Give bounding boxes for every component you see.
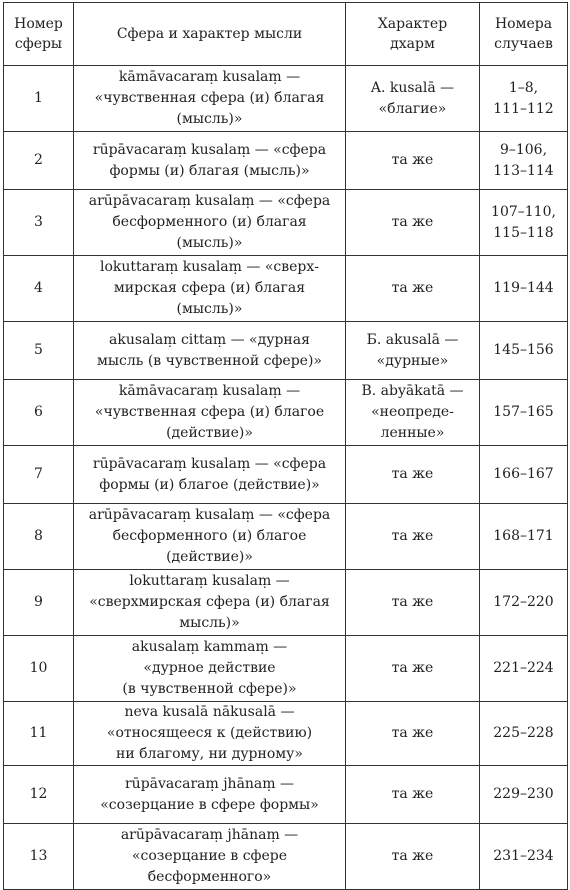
row-dharma-character: та же [346, 190, 480, 256]
row-case-numbers: 1–8, 111–112 [480, 66, 568, 132]
header-case-numbers: Номера случаев [480, 3, 568, 66]
row-sphere-description: arūpāvacaraṃ kusalaṃ — «сфера бесформенного (и) благое (действие)» [74, 504, 346, 570]
table-row [4, 504, 568, 570]
header-sphere-number: Номер сферы [4, 3, 74, 66]
row-case-numbers: 107–110, 115–118 [480, 190, 568, 256]
row-dharma-character: та же [346, 702, 480, 766]
row-sphere-description: arūpāvacaraṃ jhānaṃ — «созерцание в сфере бесформенного» [74, 824, 346, 890]
table-row [4, 256, 568, 322]
table-row [4, 190, 568, 256]
table-row [4, 702, 568, 766]
table-row [4, 66, 568, 132]
row-case-numbers: 172–220 [480, 570, 568, 636]
table-row [4, 132, 568, 190]
row-dharma-character: та же [346, 504, 480, 570]
row-dharma-character: та же [346, 256, 480, 322]
row-case-numbers: 231–234 [480, 824, 568, 890]
row-sphere-number: 9 [4, 570, 74, 636]
row-case-numbers: 221–224 [480, 636, 568, 702]
row-sphere-number: 5 [4, 322, 74, 380]
row-sphere-number: 1 [4, 66, 74, 132]
row-sphere-description: arūpāvacaraṃ kusalaṃ — «сфера бесформенного (и) благая (мысль)» [74, 190, 346, 256]
header-sphere: Сфера и характер мысли [74, 3, 346, 66]
row-sphere-description: akusalaṃ kammaṃ — «дурное действие (в чувственной сфере)» [74, 636, 346, 702]
row-dharma-character: та же [346, 824, 480, 890]
row-case-numbers: 145–156 [480, 322, 568, 380]
row-sphere-description: rūpāvacaraṃ jhānaṃ — «созерцание в сфере формы» [74, 766, 346, 824]
table-row [4, 380, 568, 446]
row-case-numbers: 166–167 [480, 446, 568, 504]
table-row [4, 636, 568, 702]
row-sphere-number: 2 [4, 132, 74, 190]
row-sphere-description: neva kusalā nākusalā — «относящееся к (действию) ни благому, ни дурному» [74, 702, 346, 766]
header-dharma: Характер дхарм [346, 3, 480, 66]
row-sphere-number: 6 [4, 380, 74, 446]
row-sphere-description: rūpāvacaraṃ kusalaṃ — «сфера формы (и) благая (мысль)» [74, 132, 346, 190]
row-dharma-character: та же [346, 636, 480, 702]
row-case-numbers: 157–165 [480, 380, 568, 446]
row-sphere-description: lokuttaraṃ kusalaṃ — «сверх- мирская сфера (и) благая (мысль)» [74, 256, 346, 322]
row-sphere-description: rūpāvacaraṃ kusalaṃ — «сфера формы (и) благое (действие)» [74, 446, 346, 504]
row-dharma-character: A. kusalā — «благие» [346, 66, 480, 132]
row-sphere-number: 12 [4, 766, 74, 824]
row-sphere-number: 10 [4, 636, 74, 702]
row-dharma-character: Б. akusalā — «дурные» [346, 322, 480, 380]
header-row [4, 3, 568, 66]
row-sphere-number: 3 [4, 190, 74, 256]
row-sphere-description: lokuttaraṃ kusalaṃ — «сверхмирская сфера (и) благая мысль)» [74, 570, 346, 636]
table-row [4, 446, 568, 504]
row-case-numbers: 225–228 [480, 702, 568, 766]
spheres-table [3, 2, 568, 890]
row-sphere-description: kāmāvacaraṃ kusalaṃ — «чувственная сфера (и) благое (действие)» [74, 380, 346, 446]
row-dharma-character: В. abyākatā — «неопреде- ленные» [346, 380, 480, 446]
row-sphere-number: 8 [4, 504, 74, 570]
table-row [4, 766, 568, 824]
row-dharma-character: та же [346, 446, 480, 504]
row-case-numbers: 9–106, 113–114 [480, 132, 568, 190]
row-dharma-character: та же [346, 570, 480, 636]
row-sphere-number: 7 [4, 446, 74, 504]
table-row [4, 322, 568, 380]
row-dharma-character: та же [346, 766, 480, 824]
table-row [4, 570, 568, 636]
row-sphere-description: akusalaṃ cittaṃ — «дурная мысль (в чувственной сфере)» [74, 322, 346, 380]
row-case-numbers: 229–230 [480, 766, 568, 824]
row-sphere-number: 13 [4, 824, 74, 890]
table-row [4, 824, 568, 890]
row-case-numbers: 168–171 [480, 504, 568, 570]
row-sphere-number: 11 [4, 702, 74, 766]
row-sphere-description: kāmāvacaraṃ kusalaṃ — «чувственная сфера (и) благая (мысль)» [74, 66, 346, 132]
row-dharma-character: та же [346, 132, 480, 190]
row-case-numbers: 119–144 [480, 256, 568, 322]
row-sphere-number: 4 [4, 256, 74, 322]
